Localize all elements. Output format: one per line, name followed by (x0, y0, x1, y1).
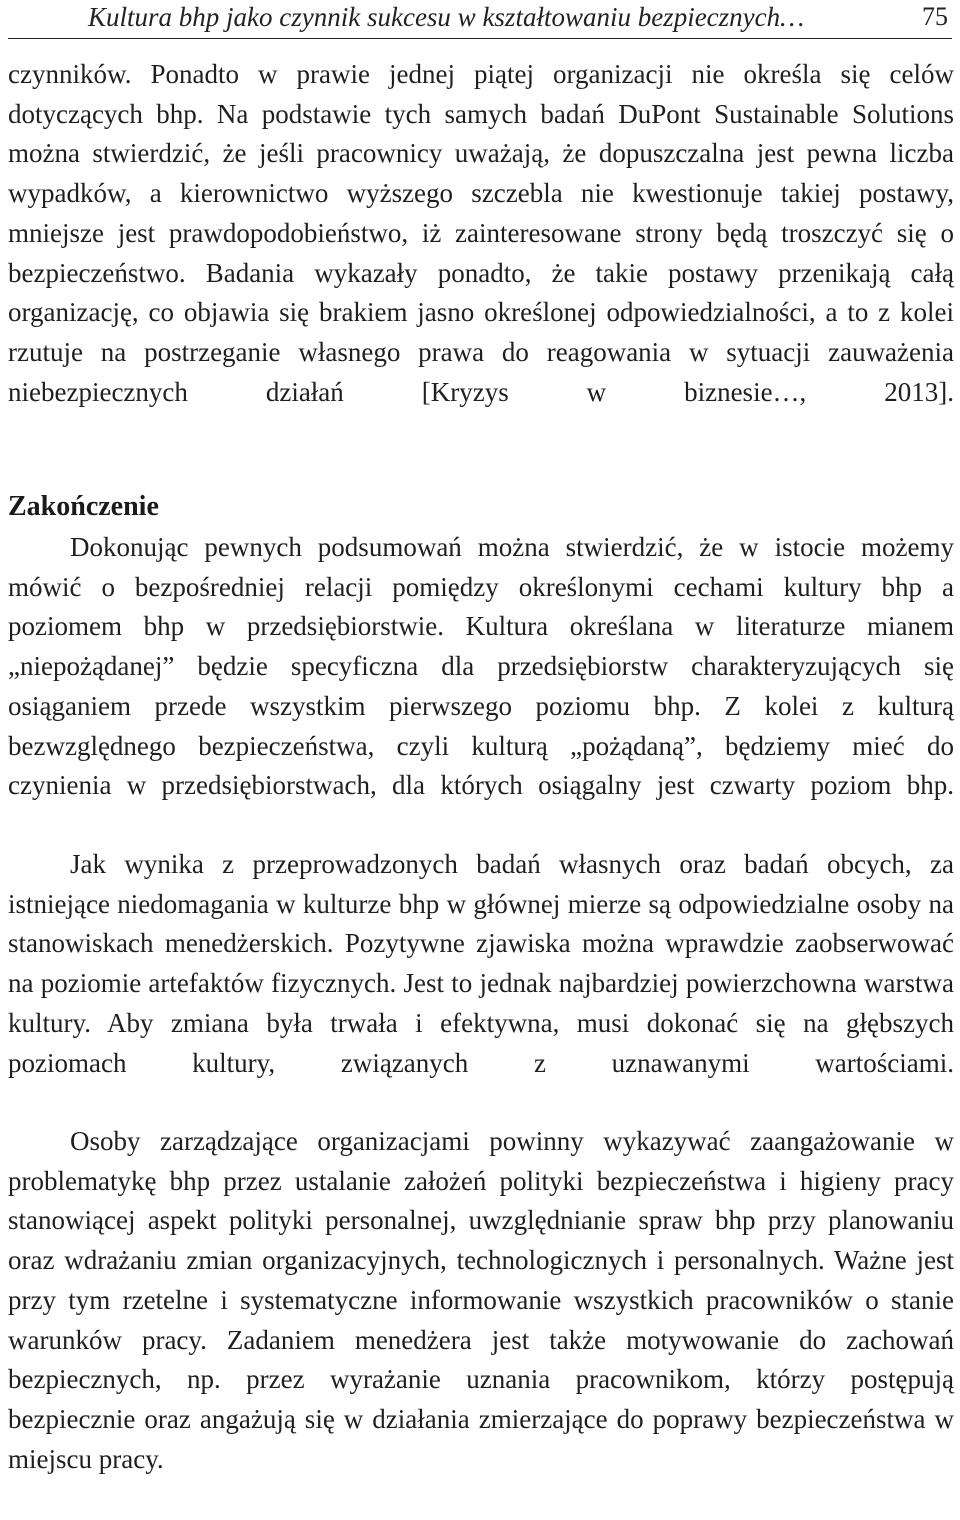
body-paragraph-continued: czynników. Ponadto w prawie jednej piątej organizacji nie określa się celów dotyczących bhp. Na podstawie tych samych badań DuPont Sustainable Solutions można stwierdzić, że jeśli pracownicy uważają, że dopuszczalna jest pewna liczba wypadków, a kierownictwo wyższego szczebla nie kwestionuje takiej postawy, mniejsze jest prawdopodobieństwo, iż zainteresowane strony będą troszczyć się o bezpieczeństwo. Badania wykazały ponadto, że takie postawy przenikają całą organizację, co objawia się brakiem jasno określonej odpowiedzialności, a to z kolei rzutuje na postrzeganie własnego prawa do reagowania w sytuacji zauważenia niebezpiecznych działań [Kryzys w biznesie…, 2013]. (8, 59, 954, 407)
running-header (8, 0, 952, 39)
body-paragraph-3: Osoby zarządzające organizacjami powinny wykazywać zaangażowanie w problematykę bhp przez ustalanie założeń polityki bezpieczeństwa i higieny pracy stanowiącej aspekt polityki personalnej, uwzględnianie spraw bhp przy planowaniu oraz wdrażaniu zmian organizacyjnych, technologicznych i personalnych. Ważne jest przy tym rzetelne i systematyczne informowanie wszystkich pracowników o stanie warunków pracy. Zadaniem menedżera jest także motywowanie do zachowań bezpiecznych, np. przez wyrażanie uznania pracownikom, którzy postępują bezpiecznie oraz angażują się w działania zmierzające do poprawy bezpieczeństwa w miejscu pracy. (8, 1126, 954, 1474)
running-header-title: Kultura bhp jako czynnik sukcesu w kształtowaniu bezpiecznych… (88, 2, 805, 32)
body-paragraph-2: Jak wynika z przeprowadzonych badań własnych oraz badań obcych, za istniejące niedomagania w kulturze bhp w głównej mierze są odpowiedzialne osoby na stanowiskach menedżerskich. Pozytywne zjawiska można wprawdzie zaobserwować na poziomie artefaktów fizycznych. Jest to jednak najbardziej powierzchowna warstwa kultury. Aby zmiana była trwała i efektywna, musi dokonać się na głębszych poziomach kultury, związanych z uznawanymi wartościami. (8, 849, 954, 1078)
body-paragraph-1: Dokonując pewnych podsumowań można stwierdzić, że w istocie możemy mówić o bezpośredniej relacji pomiędzy określonymi cechami kultury bhp a poziomem bhp w przedsiębiorstwie. Kultura określana w literaturze mianem „niepożądanej” będzie specyficzna dla przedsiębiorstw charakteryzujących się osiąganiem przede wszystkim pierwszego poziomu bhp. Z kolei z kulturą bezwzględnego bezpieczeństwa, czyli kulturą „pożądaną”, będziemy mieć do czynienia w przedsiębiorstwach, dla których osiągalny jest czwarty poziom bhp. (8, 532, 954, 801)
section-heading: Zakończenie (8, 491, 159, 522)
page-number: 75 (922, 2, 948, 31)
